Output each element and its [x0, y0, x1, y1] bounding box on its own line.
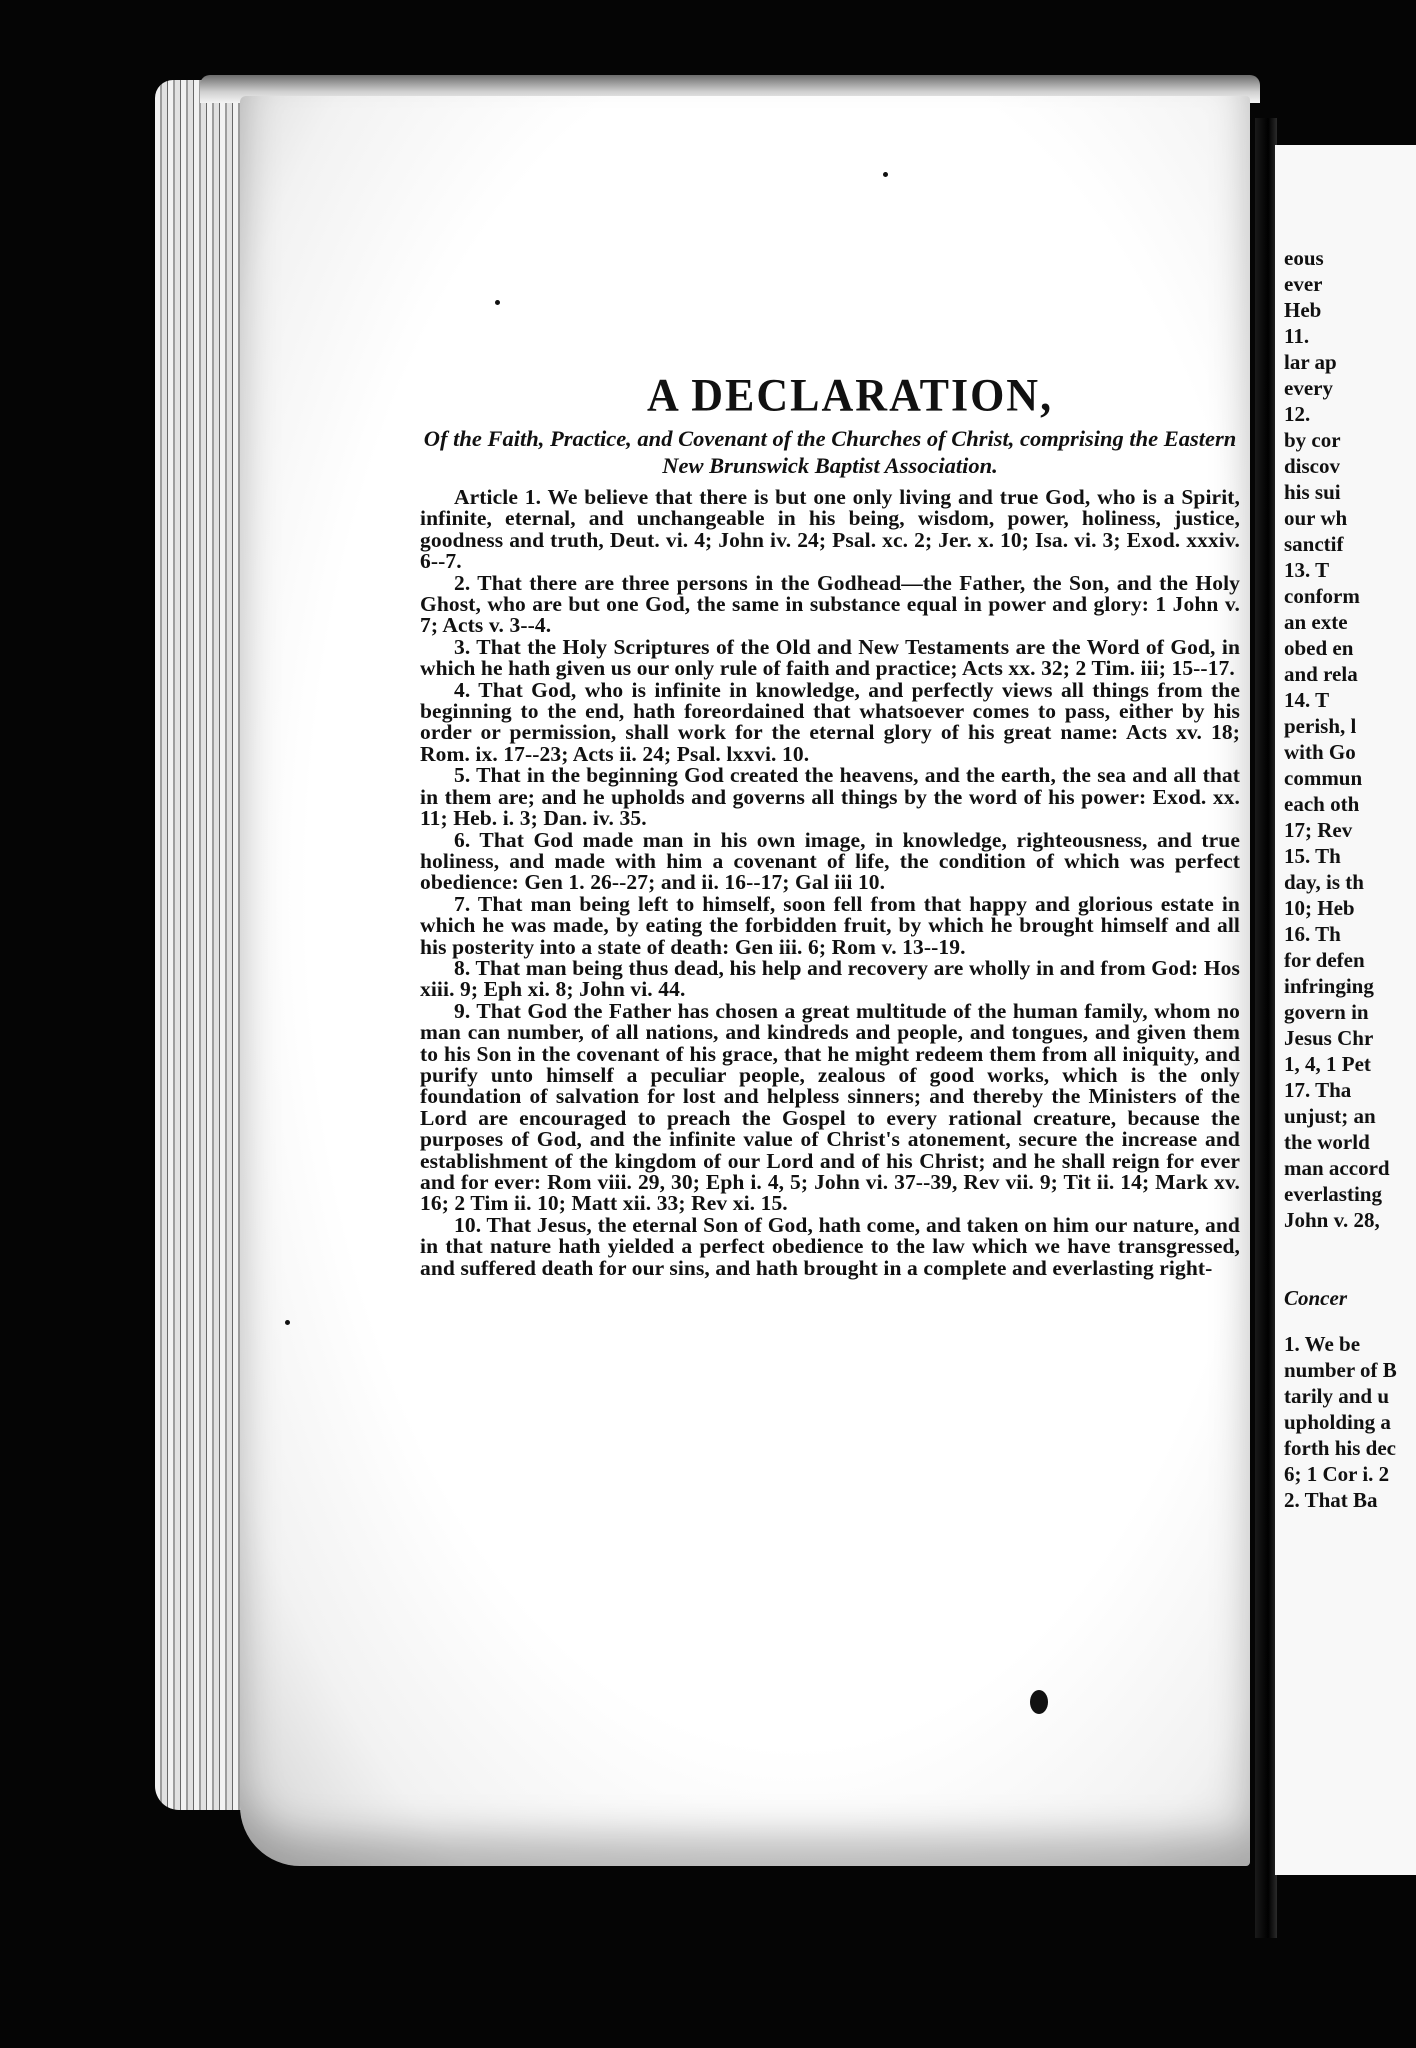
- right-page-line: ever: [1284, 272, 1323, 296]
- article-8: 8. That man being thus dead, his help and recovery are wholly in and from God: Hos xiii. 9; Eph xi. 8; John vi. 44.: [420, 955, 1240, 1002]
- article-4: 4. That God, who is infinite in knowledge, and perfectly views all things from the beginning to the end, hath foreordained that whatsoever comes to pass, either by his order or permission, shall work for the eternal glory of his great name: Acts xv. 18; Rom. ix. 17--23; Acts ii. 24; Psal. lxxvi. 10.: [420, 677, 1240, 766]
- right-page-line: 1. We be: [1284, 1332, 1361, 1356]
- right-page-line: tarily and u: [1284, 1384, 1390, 1408]
- ink-speck: [285, 1320, 290, 1325]
- article-10: 10. That Jesus, the eternal Son of God, hath come, and taken on him our nature, and in that nature hath yielded a perfect obedience to the law which we have transgressed, and suffered death for our sins, and hath brought in a complete and everlasting right-: [420, 1212, 1240, 1280]
- right-page-line: 2. That Ba: [1284, 1488, 1378, 1512]
- page-subtitle: Of the Faith, Practice, and Covenant of the Churches of Christ, comprising the Eastern New Brunswick Baptist Association.: [423, 426, 1237, 478]
- right-page-line: govern in: [1284, 1000, 1369, 1024]
- right-page-line: the world: [1284, 1130, 1370, 1154]
- right-page-line: 17; Rev: [1284, 818, 1353, 842]
- right-page-line: by cor: [1284, 428, 1341, 452]
- right-page-line: 17. Tha: [1284, 1078, 1352, 1102]
- right-page-line: perish, l: [1284, 714, 1357, 738]
- article-3: 3. That the Holy Scriptures of the Old and New Testaments are the Word of God, in which he hath given us our only rule of faith and practice; Acts xx. 32; 2 Tim. iii; 15--17.: [420, 634, 1240, 681]
- right-page-line: infringing: [1284, 974, 1374, 998]
- right-page-line: and rela: [1284, 662, 1358, 686]
- right-page-line: John v. 28,: [1284, 1208, 1380, 1232]
- right-page-line: 14. T: [1284, 688, 1330, 712]
- right-page-line: each oth: [1284, 792, 1360, 816]
- right-page-line: for defen: [1284, 948, 1365, 972]
- right-page-line: man accord: [1284, 1156, 1390, 1180]
- right-page-line: commun: [1284, 766, 1363, 790]
- right-page-line: day, is th: [1284, 870, 1364, 894]
- right-page-line: an exte: [1284, 610, 1348, 634]
- page-content: [420, 370, 1240, 1279]
- right-page-line: Heb: [1284, 298, 1322, 322]
- right-page-line: his sui: [1284, 480, 1341, 504]
- right-page-line: upholding a: [1284, 1410, 1391, 1434]
- right-page-line: with Go: [1284, 740, 1356, 764]
- right-page-gap: [1284, 1311, 1416, 1331]
- right-page-line: discov: [1284, 454, 1341, 478]
- ink-speck: [883, 172, 888, 177]
- right-page-line: 6; 1 Cor i. 2: [1284, 1462, 1390, 1486]
- right-page-line: 10; Heb: [1284, 896, 1355, 920]
- right-page-line: lar ap: [1284, 350, 1337, 374]
- right-page-line: number of B: [1284, 1358, 1397, 1382]
- article-2: 2. That there are three persons in the Godhead—the Father, the Son, and the Holy Ghost, who are but one God, the same in substance equal in power and glory: 1 John v. 7; Acts v. 3--4.: [420, 570, 1240, 638]
- right-page-line: our wh: [1284, 506, 1348, 530]
- right-page-heading: Concer: [1284, 1286, 1347, 1310]
- articles-list: [420, 487, 1240, 1279]
- article-6: 6. That God made man in his own image, in knowledge, righteousness, and true holiness, and made with him a covenant of life, the condition of which was perfect obedience: Gen 1. 26--27; and ii. 16--17; Gal iii 10.: [420, 827, 1240, 895]
- ink-speck: [495, 300, 500, 305]
- right-page-line: eous: [1284, 246, 1324, 270]
- right-page-line: sanctif: [1284, 532, 1344, 556]
- ink-speck: [1030, 1690, 1048, 1714]
- right-page-line: 13. T: [1284, 558, 1330, 582]
- right-page-gap: [1284, 1233, 1416, 1285]
- right-page-line: 12.: [1284, 402, 1311, 426]
- right-page-line: every: [1284, 376, 1333, 400]
- right-page-line: Jesus Chr: [1284, 1026, 1374, 1050]
- article-7: 7. That man being left to himself, soon fell from that happy and glorious estate in which he was made, by eating the forbidden fruit, by which he brought himself and all his posterity into a state of death: Gen iii. 6; Rom v. 13--19.: [420, 891, 1240, 959]
- right-page-line: unjust; an: [1284, 1104, 1376, 1128]
- article-9: 9. That God the Father has chosen a great multitude of the human family, whom no man can number, of all nations, and kindreds and people, and tongues, and given them to his Son in the covenant of his grace, that he might redeem them from all iniquity, and purify unto himself a peculiar people, zealous of good works, which is the only foundation of salvation for lost and helpless sinners; and thereby the Ministers of the Lord are encouraged to preach the Gospel to every rational creature, because the purposes of God, and the infinite value of Christ's atonement, secure the increase and establishment of the kingdom of our Lord and of his Christ; and he shall reign for ever and for ever: Rom viii. 29, 30; Eph i. 4, 5; John vi. 37--39, Rev vii. 9; Tit ii. 14; Mark xv. 16; 2 Tim ii. 10; Matt xii. 33; Rev xi. 15.: [420, 998, 1240, 1216]
- right-page-line: obed en: [1284, 636, 1354, 660]
- article-5: 5. That in the beginning God created the heavens, and the earth, the sea and all that in them are; and he upholds and governs all things by the word of his power: Exod. xx. 11; Heb. i. 3; Dan. iv. 35.: [420, 763, 1240, 831]
- right-page-line: 16. Th: [1284, 922, 1341, 946]
- right-page-line: conform: [1284, 584, 1360, 608]
- right-page-line: 15. Th: [1284, 844, 1341, 868]
- right-page-line: 11.: [1284, 324, 1310, 348]
- right-page-text: [1284, 245, 1416, 1513]
- right-page-line: 1, 4, 1 Pet: [1284, 1052, 1371, 1076]
- page-title: A DECLARATION,: [646, 369, 1054, 422]
- article-1: Article 1. We believe that there is but one only living and true God, who is a Spirit, infinite, eternal, and unchangeable in his being, wisdom, power, holiness, justice, goodness and truth, Deut. vi. 4; John iv. 24; Psal. xc. 2; Jer. x. 10; Isa. vi. 3; Exod. xxxiv. 6--7.: [420, 485, 1240, 574]
- book-gutter: [1255, 118, 1277, 1938]
- right-page-line: everlasting: [1284, 1182, 1382, 1206]
- right-page-line: forth his dec: [1284, 1436, 1396, 1460]
